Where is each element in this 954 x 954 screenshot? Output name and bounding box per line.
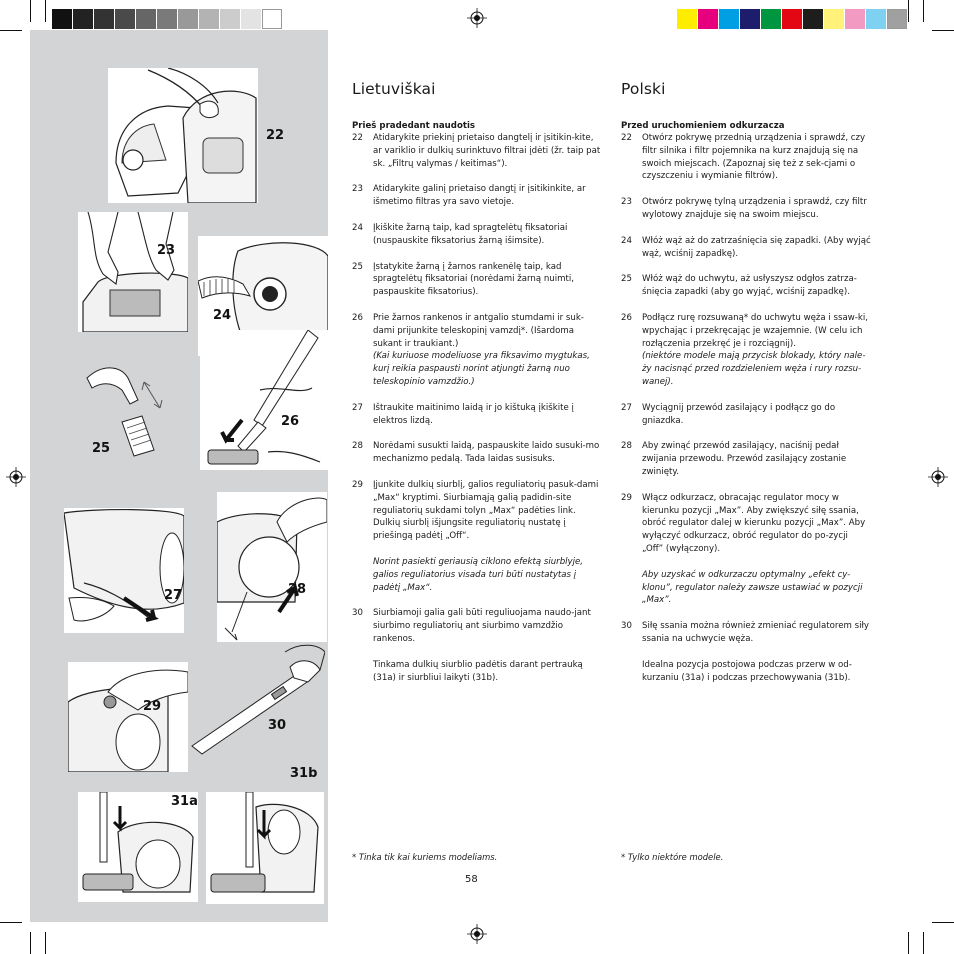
step-note: Aby uzyskać w odkurzaczu optymalny „efekt cy-klonu”, regulator należy zawsze ustawiać w pozycji „Max”. [642,569,863,606]
footnote: * Tinka tik kai kuriems modeliams. [352,852,498,862]
step-number: 25 [352,261,363,272]
step-text: Wyciągnij przewód zasilający i podłącz go do gniazdka. [642,402,836,426]
section-title: Prieš pradedant naudotis [352,121,476,131]
instruction-step [352,607,602,684]
lithuanian-column [352,80,602,697]
crop-mark [908,0,909,22]
step-text: Atidarykite priekinį prietaiso dangtelį ir įsitikin-kite, ar variklio ir dulkių surinktuvo filtrai įdėti (žr. taip pat sk. „Filtrų valymas / keitimas“). [373,133,601,169]
color-swatch [782,9,803,29]
instruction-step [352,261,602,299]
vacuum-rear-lid-illustration [78,212,188,332]
grayscale-color-bar [52,9,282,29]
color-swatch [136,9,157,29]
crop-mark [0,30,22,31]
step-text: Włóż wąż do uchwytu, aż usłyszysz odgłos zatrza-śnięcia zapadki (aby go wyjąć, wciśnij zapadkę). [642,274,857,298]
instruction-step [621,492,871,607]
step-number: 30 [621,621,632,632]
cord-rewind-illustration [217,492,327,642]
crop-mark [45,932,46,954]
step-body [642,620,871,684]
step-body [373,607,602,684]
step-text: Siurbiamoji galia gali būti reguliuojama naudo-jant siurbimo reguliatorių ant siurbimo vamzdžio rankenos. [373,608,591,644]
step-text: Įjunkite dulkių siurblį, galios reguliatorių pasuk-dami „Max“ kryptimi. Siurbiamąją galią padidin-site reguliatorių sukdami tolyn „Max“ padėties link. Dulkių siurblį išjungsite reguliatorių nustatę į priešingą padėtį „Off“. [373,479,599,542]
step-body [642,132,871,183]
instruction-step [621,235,871,261]
step-number: 30 [352,608,363,619]
step-text: Atidarykite galinį prietaiso dangtį ir įsitikinkite, ar išmetimo filtras yra savo vietoje. [373,184,586,208]
page-number: 58 [465,874,478,885]
step-text: Włóż wąż aż do zatrzaśnięcia się zapadki. (Aby wyjąć wąż, wciśnij zapadkę). [642,235,871,259]
step-body [642,196,871,222]
step-body [373,222,602,248]
vacuum-front-lid-illustration [108,68,258,203]
color-swatch [698,9,719,29]
color-swatch [52,9,73,29]
instruction-step [621,273,871,299]
step-body [373,261,602,299]
footnote: * Tylko niektóre modele. [621,852,724,862]
step-number: 28 [352,441,363,452]
section-title: Przed uruchomieniem odkurzacza [621,121,785,131]
instruction-list [352,132,602,684]
step-text: Siłę ssania można również zmieniać regulatorem siły ssania na uchwycie węża. [642,621,869,644]
instruction-step [352,222,602,248]
figure-label: 30 [268,718,287,733]
step-note: (Kai kuriuose modeliuose yra fiksavimo mygtukas, kurį reikia paspausti norint atjungti žarną nuo teleskopinio vamzdžio.) [373,351,590,387]
polish-column [621,80,871,697]
step-note: Norint pasiekti geriausią ciklono efektą siurblyje, galios reguliatorius visada turi būti nustatytas į padėtį „Max“. [373,556,584,593]
crop-mark [908,932,909,954]
figure-label: 22 [266,128,285,143]
crop-mark [30,0,31,22]
figure-label: 27 [164,588,183,603]
registration-mark-icon [928,467,948,487]
telescopic-tube-illustration [200,330,328,470]
instruction-step [621,620,871,684]
color-swatch [178,9,199,29]
step-number: 27 [621,402,632,413]
power-regulator-illustration [68,662,188,772]
step-number: 24 [352,222,363,233]
step-body [642,402,871,428]
language-heading: Polski [621,80,666,98]
color-swatch [740,9,761,29]
registration-mark-icon [467,8,487,28]
color-swatch [94,9,115,29]
color-swatch [220,9,241,29]
step-number: 23 [621,197,632,208]
color-swatch [157,9,178,29]
step-number: 24 [621,235,632,246]
color-swatch [824,9,845,29]
step-number: 27 [352,402,363,413]
instruction-step [352,312,602,389]
illustration-panel [30,30,328,922]
step-number: 25 [621,274,632,285]
instruction-step [352,132,602,170]
step-body [642,440,871,478]
step-text: Podłącz rurę rozsuwaną* do uchwytu węża i ssaw-ki, wpychając i przekręcając je wzajemnie. (W celu ich rozłączenia przekręć je i rozciągnij). [642,312,868,349]
storage-position-illustration [206,792,324,904]
registration-mark-icon [467,924,487,944]
instruction-step [621,132,871,183]
instruction-step [352,440,602,466]
step-text: Otwórz pokrywę przednią urządzenia i sprawdź, czy filtr silnika i filtr pojemnika na kurz znajdują się na swoich miejscach. (Zapoznaj się też z sek-cjami o czyszczeniu i wymianie filtrów). [642,133,866,182]
color-swatch [761,9,782,29]
color-swatch [262,9,282,29]
figure-label: 24 [213,308,232,323]
figure-label: 25 [92,441,111,456]
color-swatch [115,9,136,29]
instruction-step [621,312,871,389]
process-color-bar [677,9,907,29]
color-swatch [73,9,94,29]
crop-mark [45,0,46,22]
step-text: Įkiškite žarną taip, kad spragtelėtų fiksatoriai (nuspauskite fiksatorius žarną išimsite). [373,222,568,246]
suction-regulator-illustration [190,642,325,757]
step-text: Otwórz pokrywę tylną urządzenia i sprawdź, czy filtr wylotowy znajduje się na swoim miejscu. [642,197,867,220]
figure-label: 28 [288,582,307,597]
color-swatch [241,9,262,29]
cord-pull-illustration [64,508,184,633]
step-number: 22 [621,133,632,143]
step-body [373,183,602,209]
step-text: Prie žarnos rankenos ir antgalio stumdami ir suk-dami prijunkite teleskopinį vamzdį*. (Išardoma sukant ir traukiant.) [373,312,584,349]
color-swatch [199,9,220,29]
step-extra-paragraph: Idealna pozycja postojowa podczas przerw w od-kurzaniu (31a) i podczas przechowywania (31b). [642,659,852,683]
step-extra-paragraph: Tinkama dulkių siurblio padėtis darant pertrauką (31a) ir siurbliui laikyti (31b). [373,659,583,683]
step-number: 22 [352,133,363,143]
crop-mark [923,0,924,22]
color-swatch [887,9,907,29]
crop-mark [30,932,31,954]
step-number: 29 [352,479,363,490]
step-body [373,479,602,594]
step-body [642,312,871,389]
language-heading: Lietuviškai [352,80,436,98]
crop-mark [932,30,954,31]
instruction-step [352,479,602,594]
figure-label: 26 [281,414,300,429]
figure-label: 29 [143,699,162,714]
step-number: 23 [352,184,363,195]
step-number: 26 [352,312,363,323]
color-swatch [866,9,887,29]
instruction-step [621,196,871,222]
step-text: Aby zwinąć przewód zasilający, naciśnij pedał zwijania przewodu. Przewód zasilający zostanie zwinięty. [642,441,847,477]
figure-label: 23 [157,243,176,258]
step-number: 26 [621,312,632,323]
step-body [373,312,602,389]
step-body [373,402,602,428]
step-number: 28 [621,441,632,452]
step-body [642,235,871,261]
crop-mark [923,932,924,954]
instruction-step [621,402,871,428]
step-body [373,132,602,170]
color-swatch [677,9,698,29]
crop-mark [0,922,22,923]
step-text: Ištraukite maitinimo laidą ir jo kištuką įkiškite į elektros lizdą. [373,402,574,426]
figure-label: 31b [290,766,318,781]
instruction-step [352,183,602,209]
color-swatch [719,9,740,29]
instruction-step [352,402,602,428]
step-number: 29 [621,492,632,503]
step-text: Įstatykite žarną į žarnos rankenėlę taip, kad spragtelėtų fiksatoriai (norėdami žarną nuimti, paspauskite fiksatorius). [373,261,574,298]
step-body [642,273,871,299]
step-text: Włącz odkurzacz, obracając regulator mocy w kierunku pozycji „Max”. Aby zwiększyć siłę ssania, obróć regulator dalej w kierunku pozycji „Max”. Aby wyłączyć odkurzacz, obróć regulator do po-zycji „Off” (wyłączony). [642,492,866,554]
step-text: Norėdami susukti laidą, paspauskite laido susuki-mo mechanizmo pedalą. Tada laidas susisuks. [373,441,600,465]
step-note: (niektóre modele mają przycisk blokady, który nale-ży nacisnąć przed rozdzieleniem węża i rury rozsu-wanej). [642,351,866,387]
step-body [373,440,602,466]
instruction-step [621,440,871,478]
step-body [642,492,871,607]
crop-mark [932,922,954,923]
instruction-list [621,132,871,684]
registration-mark-icon [6,467,26,487]
color-swatch [845,9,866,29]
color-swatch [803,9,824,29]
figure-label: 31a [171,794,198,809]
